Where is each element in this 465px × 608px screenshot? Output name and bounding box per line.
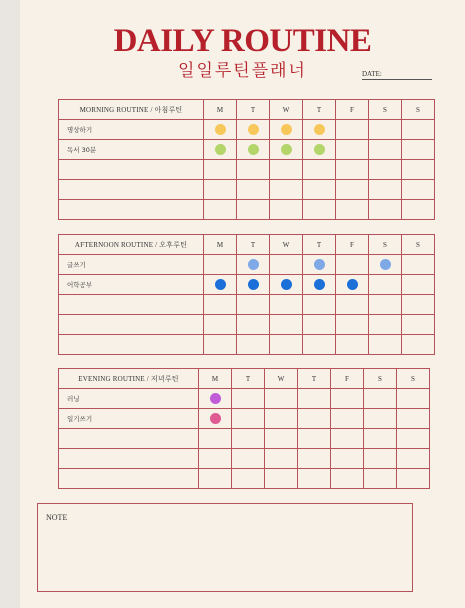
check-cell[interactable] [270, 120, 303, 140]
completed-dot-icon [314, 124, 325, 135]
check-cell[interactable] [237, 200, 270, 220]
check-cell[interactable] [336, 140, 369, 160]
check-cell[interactable] [303, 295, 336, 315]
check-cell[interactable] [364, 429, 397, 449]
routine-label[interactable] [59, 449, 199, 469]
check-cell[interactable] [402, 255, 435, 275]
check-cell[interactable] [237, 315, 270, 335]
routine-row [59, 389, 430, 409]
note-label: NOTE [46, 513, 68, 522]
completed-dot-icon [314, 259, 325, 270]
routine-row [59, 140, 435, 160]
routine-row [59, 449, 430, 469]
routine-row [59, 429, 430, 449]
check-cell[interactable] [237, 335, 270, 355]
header-row [59, 100, 435, 120]
check-cell[interactable] [237, 255, 270, 275]
check-cell[interactable] [265, 469, 298, 489]
check-cell[interactable] [336, 160, 369, 180]
check-cell[interactable] [232, 409, 265, 429]
check-cell[interactable] [204, 200, 237, 220]
routine-row [59, 295, 435, 315]
routine-label[interactable] [59, 180, 204, 200]
page-subtitle: 일일루틴플래너 [178, 61, 307, 81]
check-cell[interactable] [298, 409, 331, 429]
check-cell[interactable] [237, 180, 270, 200]
check-cell[interactable] [303, 180, 336, 200]
note-box[interactable] [37, 503, 413, 592]
completed-dot-icon [281, 279, 292, 290]
check-cell[interactable] [237, 295, 270, 315]
routine-label[interactable] [59, 429, 199, 449]
day-header: S [402, 235, 435, 255]
check-cell[interactable] [397, 449, 430, 469]
day-header: S [402, 100, 435, 120]
check-cell[interactable] [303, 120, 336, 140]
routine-label[interactable]: 러닝 [59, 389, 199, 409]
day-header: W [270, 100, 303, 120]
check-cell[interactable] [204, 180, 237, 200]
check-cell[interactable] [303, 160, 336, 180]
check-cell[interactable] [204, 255, 237, 275]
check-cell[interactable] [204, 160, 237, 180]
check-cell[interactable] [303, 140, 336, 160]
check-cell[interactable] [402, 295, 435, 315]
check-cell[interactable] [397, 429, 430, 449]
check-cell[interactable] [369, 120, 402, 140]
check-cell[interactable] [298, 389, 331, 409]
evening-routine-table [58, 368, 430, 489]
routine-label[interactable] [59, 295, 204, 315]
check-cell[interactable] [369, 140, 402, 160]
check-cell[interactable] [270, 140, 303, 160]
check-cell[interactable] [237, 120, 270, 140]
check-cell[interactable] [336, 275, 369, 295]
completed-dot-icon [281, 124, 292, 135]
check-cell[interactable] [270, 200, 303, 220]
check-cell[interactable] [232, 449, 265, 469]
completed-dot-icon [248, 279, 259, 290]
check-cell[interactable] [336, 315, 369, 335]
check-cell[interactable] [402, 180, 435, 200]
check-cell[interactable] [331, 449, 364, 469]
routine-label[interactable]: 글쓰기 [59, 255, 204, 275]
routine-row [59, 255, 435, 275]
check-cell[interactable] [270, 315, 303, 335]
check-cell[interactable] [199, 469, 232, 489]
completed-dot-icon [380, 259, 391, 270]
check-cell[interactable] [336, 200, 369, 220]
day-header: S [397, 369, 430, 389]
check-cell[interactable] [298, 429, 331, 449]
check-cell[interactable] [331, 469, 364, 489]
date-field[interactable]: DATE: [362, 70, 432, 80]
check-cell[interactable] [237, 160, 270, 180]
check-cell[interactable] [232, 389, 265, 409]
page-title: DAILY ROUTINE [113, 23, 372, 59]
routine-row [59, 335, 435, 355]
section-header: EVENING ROUTINE / 저녁루틴 [59, 369, 199, 389]
check-cell[interactable] [204, 315, 237, 335]
check-cell[interactable] [364, 469, 397, 489]
check-cell[interactable] [303, 255, 336, 275]
completed-dot-icon [314, 144, 325, 155]
check-cell[interactable] [397, 389, 430, 409]
day-header: S [369, 100, 402, 120]
day-header: S [369, 235, 402, 255]
check-cell[interactable] [265, 389, 298, 409]
day-header: W [265, 369, 298, 389]
completed-dot-icon [215, 279, 226, 290]
routine-label[interactable] [59, 469, 199, 489]
check-cell[interactable] [397, 469, 430, 489]
routine-label[interactable]: 일기쓰기 [59, 409, 199, 429]
check-cell[interactable] [270, 335, 303, 355]
day-header: T [303, 235, 336, 255]
routine-label[interactable] [59, 200, 204, 220]
header-row [59, 235, 435, 255]
day-header: F [336, 235, 369, 255]
check-cell[interactable] [270, 255, 303, 275]
completed-dot-icon [210, 393, 221, 404]
check-cell[interactable] [369, 255, 402, 275]
check-cell[interactable] [336, 335, 369, 355]
check-cell[interactable] [199, 389, 232, 409]
morning-routine-table [58, 99, 435, 220]
day-header: W [270, 235, 303, 255]
check-cell[interactable] [331, 409, 364, 429]
check-cell[interactable] [237, 275, 270, 295]
check-cell[interactable] [270, 160, 303, 180]
day-header: M [204, 235, 237, 255]
check-cell[interactable] [397, 409, 430, 429]
check-cell[interactable] [237, 140, 270, 160]
routine-label[interactable] [59, 335, 204, 355]
check-cell[interactable] [369, 275, 402, 295]
check-cell[interactable] [204, 120, 237, 140]
completed-dot-icon [215, 124, 226, 135]
check-cell[interactable] [402, 140, 435, 160]
routine-label[interactable] [59, 315, 204, 335]
check-cell[interactable] [199, 449, 232, 469]
check-cell[interactable] [369, 315, 402, 335]
check-cell[interactable] [204, 335, 237, 355]
completed-dot-icon [281, 144, 292, 155]
check-cell[interactable] [369, 160, 402, 180]
check-cell[interactable] [402, 120, 435, 140]
check-cell[interactable] [402, 275, 435, 295]
check-cell[interactable] [402, 315, 435, 335]
routine-row [59, 180, 435, 200]
routine-label[interactable] [59, 160, 204, 180]
check-cell[interactable] [303, 200, 336, 220]
routine-row [59, 315, 435, 335]
check-cell[interactable] [232, 429, 265, 449]
check-cell[interactable] [369, 335, 402, 355]
check-cell[interactable] [204, 295, 237, 315]
check-cell[interactable] [265, 449, 298, 469]
section-header: MORNING ROUTINE / 아침루틴 [59, 100, 204, 120]
check-cell[interactable] [298, 449, 331, 469]
check-cell[interactable] [364, 449, 397, 469]
day-header: T [232, 369, 265, 389]
check-cell[interactable] [303, 275, 336, 295]
day-header: T [237, 235, 270, 255]
completed-dot-icon [314, 279, 325, 290]
check-cell[interactable] [402, 335, 435, 355]
check-cell[interactable] [270, 295, 303, 315]
section-header: AFTERNOON ROUTINE / 오후루틴 [59, 235, 204, 255]
check-cell[interactable] [402, 160, 435, 180]
check-cell[interactable] [270, 275, 303, 295]
check-cell[interactable] [336, 120, 369, 140]
check-cell[interactable] [265, 409, 298, 429]
check-cell[interactable] [199, 409, 232, 429]
completed-dot-icon [210, 413, 221, 424]
check-cell[interactable] [204, 140, 237, 160]
check-cell[interactable] [336, 295, 369, 315]
check-cell[interactable] [204, 275, 237, 295]
completed-dot-icon [248, 124, 259, 135]
day-header: T [303, 100, 336, 120]
check-cell[interactable] [232, 469, 265, 489]
check-cell[interactable] [369, 180, 402, 200]
routine-row [59, 409, 430, 429]
check-cell[interactable] [336, 255, 369, 275]
completed-dot-icon [215, 144, 226, 155]
afternoon-routine-table [58, 234, 435, 355]
day-header: T [298, 369, 331, 389]
check-cell[interactable] [303, 315, 336, 335]
routine-label[interactable]: 명상하기 [59, 120, 204, 140]
routine-label[interactable]: 독서 30분 [59, 140, 204, 160]
day-header: F [331, 369, 364, 389]
day-header: F [336, 100, 369, 120]
check-cell[interactable] [265, 429, 298, 449]
check-cell[interactable] [364, 389, 397, 409]
check-cell[interactable] [369, 200, 402, 220]
check-cell[interactable] [331, 389, 364, 409]
check-cell[interactable] [336, 180, 369, 200]
check-cell[interactable] [331, 429, 364, 449]
check-cell[interactable] [199, 429, 232, 449]
day-header: M [204, 100, 237, 120]
routine-row [59, 469, 430, 489]
check-cell[interactable] [270, 180, 303, 200]
routine-row [59, 200, 435, 220]
routine-row [59, 160, 435, 180]
check-cell[interactable] [369, 295, 402, 315]
check-cell[interactable] [303, 335, 336, 355]
completed-dot-icon [347, 279, 358, 290]
routine-row [59, 275, 435, 295]
routine-row [59, 120, 435, 140]
day-header: T [237, 100, 270, 120]
routine-label[interactable]: 어학공부 [59, 275, 204, 295]
completed-dot-icon [248, 259, 259, 270]
completed-dot-icon [248, 144, 259, 155]
day-header: M [199, 369, 232, 389]
day-header: S [364, 369, 397, 389]
check-cell[interactable] [364, 409, 397, 429]
check-cell[interactable] [298, 469, 331, 489]
check-cell[interactable] [402, 200, 435, 220]
header-row [59, 369, 430, 389]
